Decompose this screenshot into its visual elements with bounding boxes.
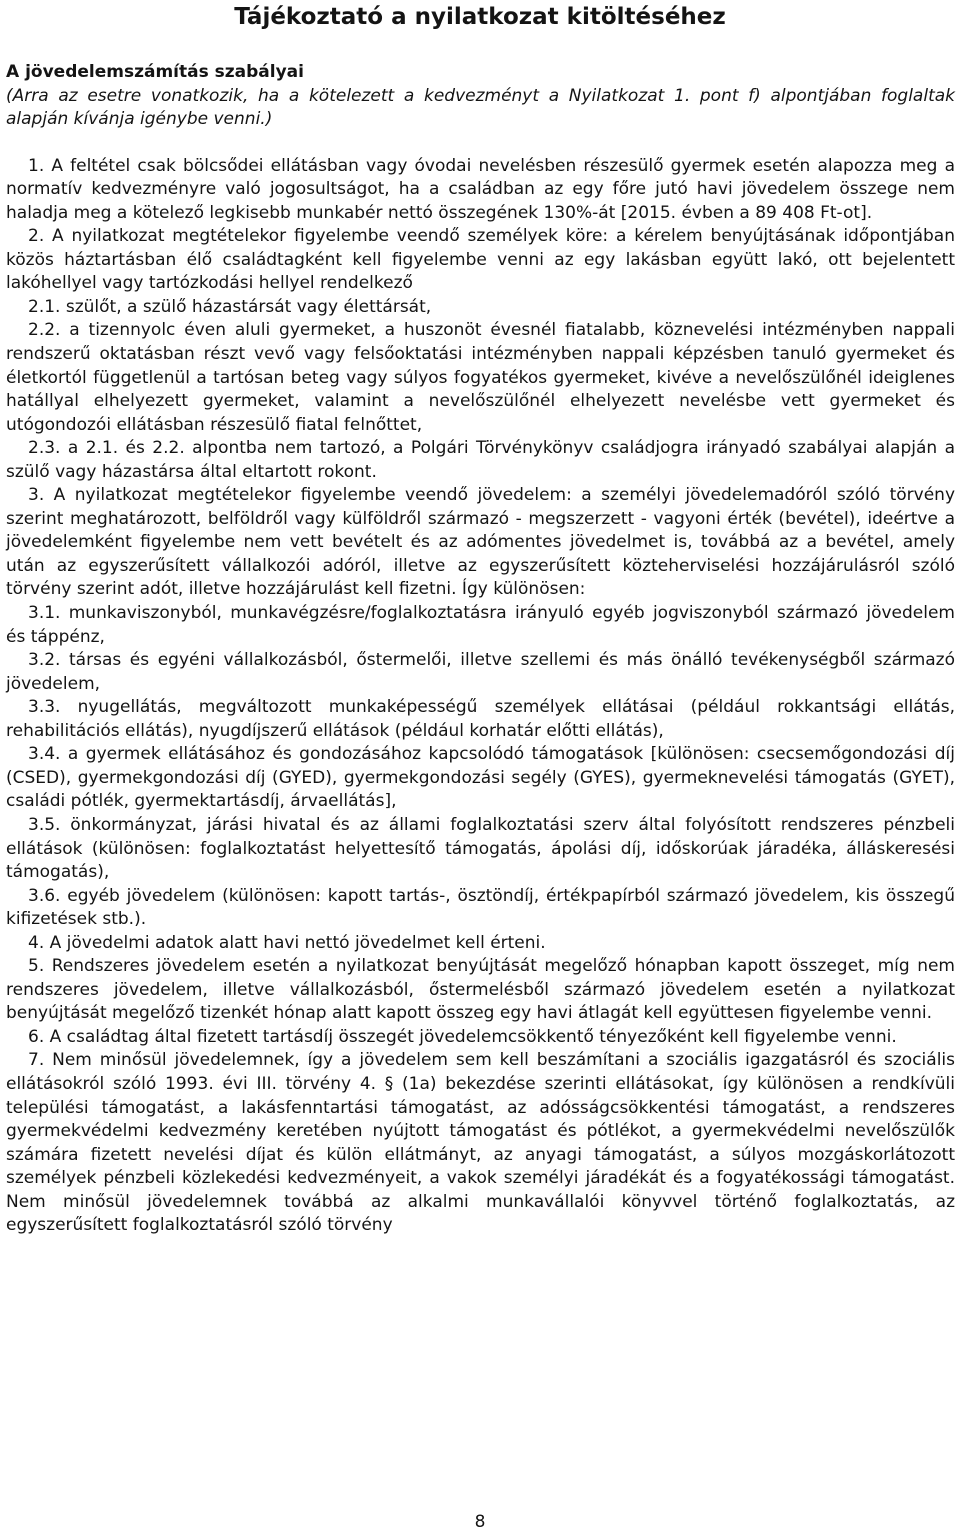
paragraph-4: 4. A jövedelmi adatok alatt havi nettó jövedelmet kell érteni. xyxy=(28,932,546,953)
paragraph-3: 3. A nyilatkozat megtételekor figyelembe veendő jövedelem: a személyi jövedelemadóról szóló törvény szerint meghatározott, belföldről vagy külföldről származó - megszerzett - vagyoni érték (bevétel), ideértve a jövedelemként figyelembe nem vett bevételt és az adómentes jövedelmet is, továbbá az a bevétel, amely után az egyszerűsített vállalkozói adóról, illetve az egyszerűsített közteherviselési hozzájárulásról szóló törvény szerint adót, illetve hozzájárulást kell fizetni. Így különösen: xyxy=(6,485,955,600)
paragraph-2: 2. A nyilatkozat megtételekor figyelembe veendő személyek köre: a kérelem benyújtásának időpontjában közös háztartásban élő családtagként kell figyelembe venni az egy lakásban együtt lakó, ott bejelentett lakóhellyel vagy tartózkodási hellyel rendelkező xyxy=(6,226,955,294)
document-body xyxy=(6,61,955,1238)
paragraph-7: 7. Nem minősül jövedelemnek, így a jövedelem sem kell beszámítani a szociális igazgatásról és szociális ellátásokról szóló 1993. évi III. törvény 4. § (1a) bekezdése szerinti ellátásokat, így különösen a rendkívüli települési támogatást, a lakásfenntartási támogatást, az adósságcsökkentési támogatást, a rendszeres gyermekvédelmi kedvezmény keretében nyújtott támogatást és pótlékot, a gyermekvédelmi nevelőszülők számára fizetett nevelési díjat és külön ellátmányt, az anyagi támogatást, a súlyos mozgáskorlátozott személyek pénzbeli közlekedési kedvezményeit, a vakok személyi járadékát és a fogyatékossági támogatást. Nem minősül jövedelemnek továbbá az alkalmi munkavállalói könyvvel történő foglalkoztatás, az egyszerűsített foglalkoztatásról szóló törvény xyxy=(6,1050,955,1236)
paragraph-3-2: 3.2. társas és egyéni vállalkozásból, őstermelői, illetve szellemi és más önálló tevékenységből származó jövedelem, xyxy=(6,650,955,694)
paragraph-1: 1. A feltétel csak bölcsődei ellátásban vagy óvodai nevelésben részesülő gyermek esetén alapozza meg a normatív kedvezményre való jogosultságot, ha a családban az egy főre jutó havi jövedelem összege nem haladja meg a kötelező legkisebb munkabér nettó összegének 130%-át [2015. évben a 89 408 Ft-ot]. xyxy=(6,155,955,223)
paragraph-3-4: 3.4. a gyermek ellátásához és gondozásához kapcsolódó támogatások [különösen: csecsemőgondozási díj (CSED), gyermekgondozási díj (GYED), gyermekgondozási segély (GYES), gyermeknevelési támogatás (GYET), családi pótlék, gyermektartásdíj, árvaellátás], xyxy=(6,744,955,812)
paragraph-3-5: 3.5. önkormányzat, járási hivatal és az állami foglalkoztatási szerv által folyósított rendszeres pénzbeli ellátások (különösen: foglalkoztatást helyettesítő támogatás, ápolási díj, időskorúak járadéka, álláskeresési támogatás), xyxy=(6,814,955,883)
paragraph-3-3: 3.3. nyugellátás, megváltozott munkaképességű személyek ellátásai (például rokkantsági ellátás, rehabilitációs ellátás), nyugdíjszerű ellátások (például korhatár előtti ellátás), xyxy=(6,697,955,741)
paragraph-6: 6. A családtag által fizetett tartásdíj összegét jövedelemcsökkentő tényezőként kell figyelembe venni. xyxy=(28,1026,897,1047)
paragraph-3-1: 3.1. munkaviszonyból, munkavégzésre/foglalkoztatásra irányuló egyéb jogviszonyból származó jövedelem és táppénz, xyxy=(6,603,955,647)
paragraph-2-3: 2.3. a 2.1. és 2.2. alpontba nem tartozó, a Polgári Törvénykönyv családjogra irányadó szabályai alapján a szülő vagy házastársa által eltartott rokont. xyxy=(6,438,955,482)
page-title: Tájékoztató a nyilatkozat kitöltéséhez xyxy=(234,4,726,30)
paragraph-2-2: 2.2. a tizennyolc éven aluli gyermeket, a huszonöt évesnél fiatalabb, köznevelési intézményben nappali rendszerű oktatásban részt vevő vagy felsőoktatási intézményben nappali képzésben tanuló gyermeket és életkortól függetlenül a tartósan beteg vagy súlyos fogyatékos gyermeket, kivéve a nevelőszülőnél ideiglenes hatállyal elhelyezett gyermeket, valamint a nevelőszülőnél elhelyezett nevelésbe vett gyermeket és utógondozói ellátásban részesülő fiatal felnőttet, xyxy=(6,320,955,435)
section-intro: (Arra az esetre vonatkozik, ha a kötelezett a kedvezményt a Nyilatkozat 1. pont f) alpontjában foglaltak alapján kívánja igénybe venni.) xyxy=(6,85,955,130)
paragraph-5: 5. Rendszeres jövedelem esetén a nyilatkozat benyújtását megelőző hónapban kapott összeget, míg nem rendszeres jövedelem, illetve vállalkozásból, őstermelésből származó jövedelem esetén a nyilatkozat benyújtását megelőző tizenkét hónap alatt kapott összeg egy havi átlagát kell együttesen figyelembe venni. xyxy=(6,956,955,1024)
paragraph-2-1: 2.1. szülőt, a szülő házastársát vagy élettársát, xyxy=(28,296,432,317)
page-number: 8 xyxy=(474,1512,486,1532)
paragraph-3-6: 3.6. egyéb jövedelem (különösen: kapott tartás-, ösztöndíj, értékpapírból származó jövedelem, kis összegű kifizetések stb.). xyxy=(6,885,955,930)
section-heading: A jövedelemszámítás szabályai xyxy=(6,62,304,82)
